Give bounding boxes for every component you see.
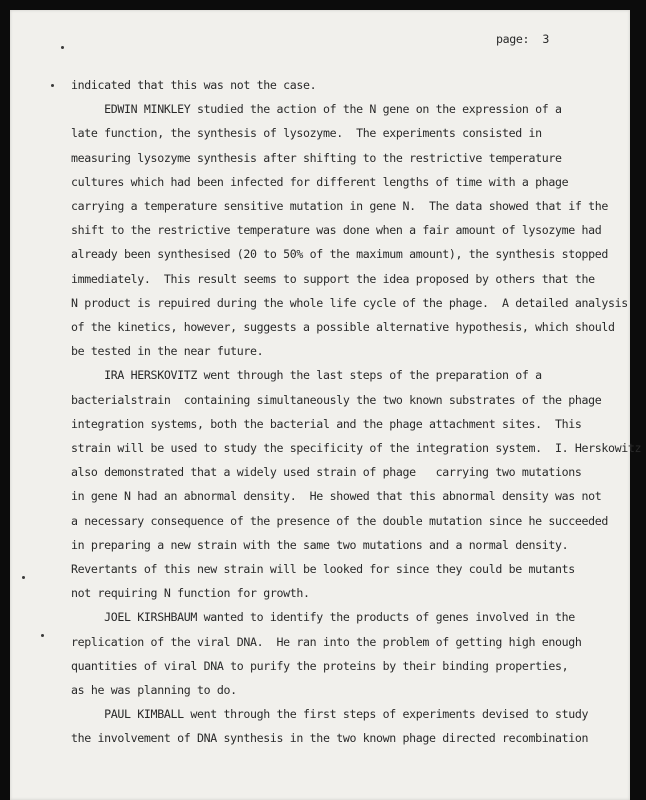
text-line: shift to the restrictive temperature was done when a fair amount of lysozyme had (71, 223, 602, 238)
text-line: PAUL KIMBALL went through the first steps of experiments devised to study (71, 707, 589, 722)
text-line: measuring lysozyme synthesis after shifting to the restrictive temperature (71, 150, 562, 165)
text-line: JOEL KIRSHBAUM wanted to identify the products of genes involved in the (71, 610, 575, 625)
typewritten-page (10, 10, 642, 800)
text-line: integration systems, both the bacterial and the phage attachment sites. This (71, 416, 582, 431)
text-line: cultures which had been infected for different lengths of time with a phage (71, 174, 569, 189)
text-line: Revertants of this new strain will be looked for since they could be mutants (71, 562, 575, 576)
text-line: of the kinetics, however, suggests a possible alternative hypothesis, which should (71, 320, 615, 334)
text-line: replication of the viral DNA. He ran into the problem of getting high enough (71, 634, 582, 649)
text-line: indicated that this was not the case. (71, 78, 317, 92)
margin-mark (61, 46, 64, 49)
text-line: not requiring N function for growth. (71, 586, 310, 601)
text-line: a necessary consequence of the presence of the double mutation since he succeeded (71, 513, 609, 528)
margin-mark (51, 84, 54, 87)
text-line: in preparing a new strain with the same two mutations and a normal density. (71, 537, 569, 552)
page-number: page: 3 (496, 32, 550, 46)
text-line: carrying a temperature sensitive mutation in gene N. The data showed that if the (71, 199, 609, 213)
text-line: in gene N had an abnormal density. He showed that this abnormal density was not (71, 489, 602, 504)
text-line: quantities of viral DNA to purify the proteins by their binding properties, (71, 658, 569, 673)
margin-mark (41, 634, 44, 637)
text-line: also demonstrated that a widely used strain of phage carrying two mutations (71, 465, 582, 480)
text-line: immediately. This result seems to support the idea proposed by others that the (71, 271, 595, 286)
text-line: bacterialstrain containing simultaneously the two known substrates of the phage (71, 392, 602, 407)
text-line: be tested in the near future. (71, 344, 264, 359)
text-line: strain will be used to study the specificity of the integration system. I. Herskowitz (71, 441, 642, 455)
text-line: IRA HERSKOVITZ went through the last steps of the preparation of a (71, 368, 542, 383)
text-line: already been synthesised (20 to 50% of the maximum amount), the synthesis stopped (71, 247, 609, 262)
text-line: N product is repuired during the whole life cycle of the phage. A detailed analysis (71, 295, 628, 310)
margin-mark (22, 576, 25, 579)
text-line: late function, the synthesis of lysozyme. The experiments consisted in (71, 126, 542, 141)
text-line: the involvement of DNA synthesis in the two known phage directed recombination (71, 731, 589, 746)
text-line: as he was planning to do. (71, 683, 237, 697)
text-line: EDWIN MINKLEY studied the action of the N gene on the expression of a (71, 102, 562, 117)
